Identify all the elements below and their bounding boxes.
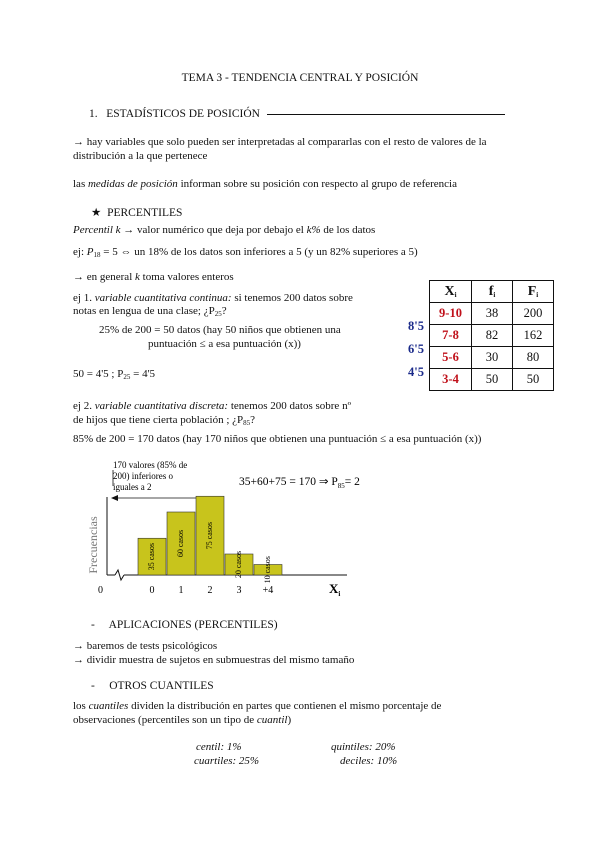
F-cell: 200 [513,303,554,325]
example1-result [73,367,155,384]
def-rest: → valor numérico que deja por debajo el [120,224,307,236]
header-x: $X_i$ [430,281,472,303]
quantile-centil: centil: 1% [196,741,242,753]
list-item: → baremos de tests psicológicos [73,640,218,652]
other-title: OTROS CUANTILES [109,680,214,692]
intro-line-2: distribución a la que pertenece [73,150,208,162]
x-axis-label: $X_i$ [329,581,341,598]
ex1-result: 50 = 4'5 ; P [73,368,124,380]
quantile-deciles: deciles: 10% [340,755,398,767]
ex1-result-end: = 4'5 [130,368,156,380]
intro-line-1: → hay variables que solo pueden ser interpretadas al compararlas con el resto de valores de la [73,136,487,148]
ej-prefix: ej: [73,246,87,258]
app-dash: - [91,619,95,631]
example1-calc2: puntuación ≤ a esa puntuación (x)) [148,338,301,350]
example1-line1 [73,291,353,305]
F-cell: 50 [513,369,554,391]
other-line-2 [73,713,291,727]
bar-data-label: 10 casos [262,556,272,584]
example2-line2 [73,413,255,430]
percentiles-title: PERCENTILES [107,207,183,219]
measures-prefix: las [73,178,88,190]
example2-calc: 85% de 200 = 170 datos (hay 170 niños que obtienen una puntuación ≤ a esa puntuación (x)) [73,433,482,445]
chart-formula: 35+60+75 = 170 ⇒ $P_{85}= 2$ [239,476,360,490]
ex1-rest: si tenemos 200 datos sobre [231,292,353,304]
list-item: → dividir muestra de sujetos en submuestras del mismo tamaño [73,654,355,666]
quantile-quintiles: quintiles: 20% [331,741,396,753]
ex2-label: ej 2. [73,400,95,412]
percentiles-heading [91,205,182,219]
ex2-rest: tenemos 200 datos sobre nº [228,400,351,412]
table-row [430,369,554,391]
measures-em: medidas de posición [87,178,178,190]
ex2-em: variable cuantitativa discreta: [94,400,229,412]
x-tick-label: 1 [178,585,184,596]
table-row [430,325,554,347]
table-row [430,347,554,369]
heading-rule [267,114,505,115]
general-line [73,270,234,284]
boundary-label: 6'5 [408,342,424,356]
x-tick-label: +4 [262,585,274,596]
percentile-example [73,245,418,262]
f-cell: 50 [472,369,513,391]
frequency-bar-chart [85,455,365,605]
bar-data-label: 75 casos [204,521,214,550]
ex1-result-sub: 25 [123,373,131,381]
ex1-line2-sub: 25 [214,310,222,318]
section-heading [89,108,505,120]
section-number: 1. [89,108,98,120]
other-prefix: los [73,700,89,712]
class-cell: 9-10 [430,303,472,325]
class-cell: 3-4 [430,369,472,391]
ex1-em: variable cuantitativa continua: [94,292,232,304]
bar-data-label: 60 casos [175,529,185,558]
other-heading [91,680,214,692]
example2-line1 [73,399,351,413]
F-cell: 162 [513,325,554,347]
table-row [430,303,554,325]
ej-p: P [86,246,94,258]
applications-heading [91,619,278,631]
f-cell: 82 [472,325,513,347]
def-em2: k% [306,224,321,236]
f-cell: 30 [472,347,513,369]
measures-line [73,177,457,191]
app-title: APLICACIONES (PERCENTILES) [108,619,278,631]
ej-sub: 18 [93,251,101,259]
quantile-cuartiles: cuartiles: 25% [194,755,260,767]
table-header-row [430,281,554,303]
percentile-definition [73,223,375,237]
x-tick-label: 2 [207,585,213,596]
other-rest: dividen la distribución en partes que contienen el mismo porcentaje de [128,700,442,712]
general-k: k [135,271,140,283]
boundary-label: 8'5 [408,319,424,333]
example1-line2 [73,304,227,321]
other-line-1 [73,699,441,713]
section-label: ESTADÍSTICOS DE POSICIÓN [106,108,260,120]
annotation-arrowhead [111,495,118,501]
general-prefix: → en general [73,271,135,283]
annotation-line: iguales a 2 [113,482,152,492]
other-line2-em: cuantil [256,714,288,726]
x-tick-label: 3 [236,585,242,596]
axis-break-icon [115,570,124,580]
other-dash: - [91,680,95,692]
ex1-line2: notas en lengua de una clase; ¿P [73,305,215,317]
bar-data-label: 20 casos [233,550,243,579]
frequency-table [429,280,554,391]
ej-eq: = 5 ⇔ un 18% de los datos son inferiores a 5 (y un 82% superiores a 5) [100,246,418,258]
bar-data-label: 35 casos [146,542,156,571]
header-F: $F_i$ [513,281,554,303]
ex1-label: ej 1. [73,292,95,304]
header-f: $f_i$ [472,281,513,303]
x-tick-label: 0 [149,585,155,596]
boundary-label: 4'5 [408,365,424,379]
other-line2-end: ) [287,714,292,726]
annotation-line: 200) inferiores o [113,471,173,481]
annotation-line: 170 valores (85% de [113,460,188,470]
example1-calc1: 25% de 200 = 50 datos (hay 50 niños que obtienen una [99,324,341,336]
star-icon: ★ [91,207,102,219]
def-em: Percentil k [73,224,121,236]
class-cell: 7-8 [430,325,472,347]
origin-label: 0 [98,585,103,596]
other-line2: observaciones (percentiles son un tipo de [73,714,257,726]
ex2-line2-end: ? [250,414,256,426]
y-axis-label: Frecuencias [86,516,100,574]
def-end: de los datos [320,224,376,236]
ex2-line2-sub: 85 [243,419,251,427]
f-cell: 38 [472,303,513,325]
other-em: cuantiles [88,700,129,712]
measures-suffix: informan sobre su posición con respecto al grupo de referencia [177,178,457,190]
ex2-line2: de hijos que tiene cierta población ; ¿P [73,414,244,426]
class-cell: 5-6 [430,347,472,369]
F-cell: 80 [513,347,554,369]
general-rest: toma valores enteros [139,271,234,283]
ex1-line2-end: ? [221,305,227,317]
page-title: TEMA 3 - TENDENCIA CENTRAL Y POSICIÓN [181,72,419,84]
